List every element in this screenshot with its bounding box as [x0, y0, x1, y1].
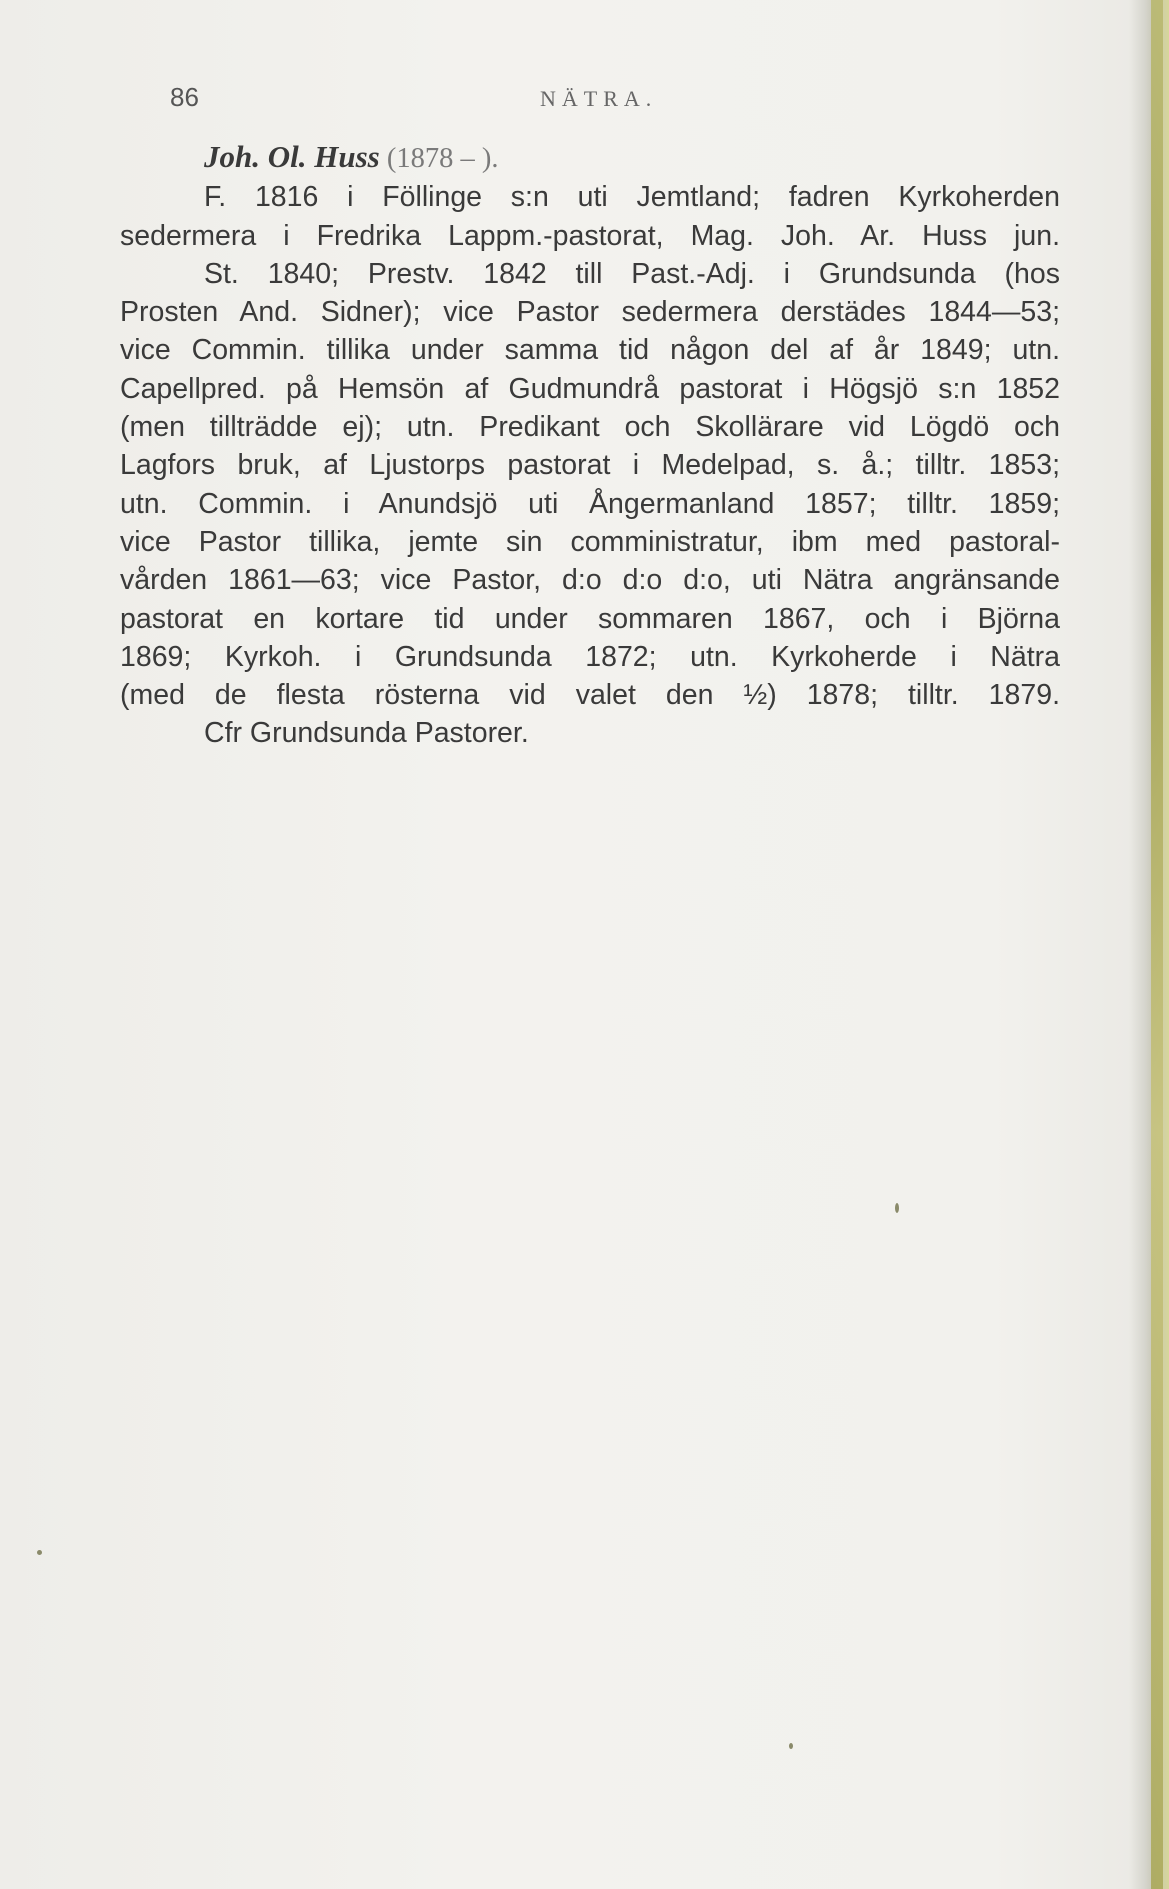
entry-line: Prosten And. Sidner); vice Pastor sedermera derstädes 1844—53;: [120, 296, 1060, 329]
entry-name: Joh. Ol. Huss: [204, 139, 380, 174]
scan-speck: [789, 1743, 793, 1749]
entry-line: F. 1816 i Föllinge s:n uti Jemtland; fadren Kyrkoherden: [204, 181, 1060, 214]
entry-line: St. 1840; Prestv. 1842 till Past.-Adj. i Grundsunda (hos: [204, 257, 1060, 290]
page-number: 86: [170, 82, 199, 112]
biography-entry: [120, 138, 1060, 753]
entry-line: utn. Commin. i Anundsjö uti Ångermanland 1857; tilltr. 1859;: [120, 487, 1060, 520]
entry-line: vice Commin. tillika under samma tid någon del af år 1849; utn.: [120, 334, 1060, 367]
entry-line: vice Pastor tillika, jemte sin comministratur, ibm med pastoral-: [120, 525, 1060, 558]
entry-line: sedermera i Fredrika Lappm.-pastorat, Mag. Joh. Ar. Huss jun.: [120, 219, 1060, 252]
scan-speck: [895, 1203, 899, 1213]
entry-line: (med de flesta rösterna vid valet den ½) 1878; tilltr. 1879.: [120, 679, 1060, 712]
entry-line: Capellpred. på Hemsön af Gudmundrå pastorat i Högsjö s:n 1852: [120, 372, 1060, 405]
page-edge: [1151, 0, 1163, 1889]
entry-heading: [120, 138, 1060, 178]
entry-line: vården 1861—63; vice Pastor, d:o d:o d:o, uti Nätra angränsande: [120, 564, 1060, 597]
entry-line: Cfr Grundsunda Pastorer.: [204, 717, 529, 750]
scan-speck: [37, 1550, 42, 1555]
entry-line: pastorat en kortare tid under sommaren 1867, och i Björna: [120, 602, 1060, 635]
entry-line: Lagfors bruk, af Ljustorps pastorat i Medelpad, s. å.; tilltr. 1853;: [120, 449, 1060, 482]
running-head: NÄTRA.: [540, 86, 658, 111]
entry-dates: (1878 – ).: [386, 143, 499, 174]
page-header: [0, 82, 1100, 122]
entry-line: 1869; Kyrkoh. i Grundsunda 1872; utn. Kyrkoherde i Nätra: [120, 640, 1060, 673]
page-spine-shadow: [1129, 0, 1169, 1889]
entry-line: (men tillträdde ej); utn. Predikant och Skollärare vid Lögdö och: [120, 411, 1060, 444]
